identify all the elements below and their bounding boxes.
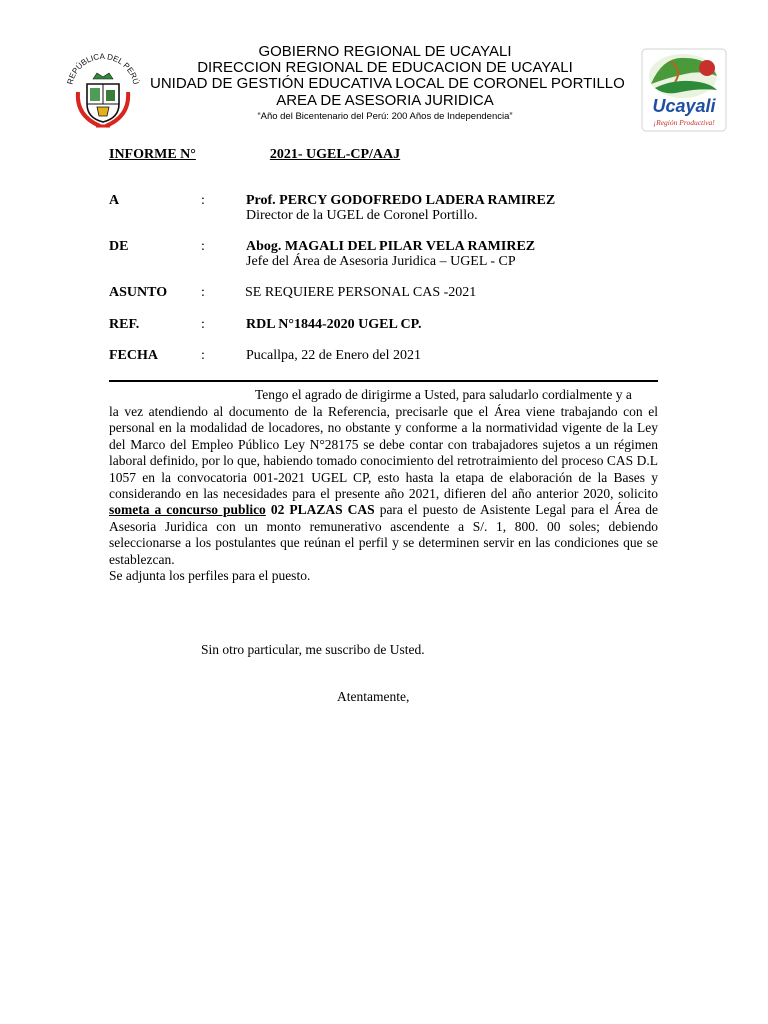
body-first-line: Tengo el agrado de dirigirme a Usted, para saludarlo cordialmente y a xyxy=(255,387,632,402)
header-motto: “Año del Bicentenario del Perú: 200 Años de Independencia” xyxy=(257,111,513,122)
field-a-name: Prof. PERCY GODOFREDO LADERA RAMIREZ xyxy=(246,193,556,208)
svg-text:REPÚBLICA DEL PERÚ: REPÚBLICA DEL PERÚ xyxy=(65,51,141,86)
body-emphasis-plazas: 02 PLAZAS CAS xyxy=(270,502,375,518)
field-asunto-colon: : xyxy=(201,285,205,300)
field-ref-value: RDL N°1844-2020 UGEL CP. xyxy=(246,317,422,332)
header-direccion: DIRECCION REGIONAL DE EDUCACION DE UCAYALI xyxy=(197,59,573,76)
header-area: AREA DE ASESORIA JURIDICA xyxy=(276,92,494,109)
body-emphasis-concurso: someta a concurso publico xyxy=(109,502,266,518)
field-asunto-label: ASUNTO xyxy=(109,285,168,300)
field-fecha-value: Pucallpa, 22 de Enero del 2021 xyxy=(246,348,421,363)
field-fecha-colon: : xyxy=(201,348,205,363)
header-divider xyxy=(109,380,658,382)
peru-coat-of-arms-logo xyxy=(60,46,146,132)
field-ref-label: REF. xyxy=(109,317,140,332)
svg-text:¡Región Productiva!: ¡Región Productiva! xyxy=(653,118,715,127)
field-de-role: Jefe del Área de Asesoria Juridica – UGEL - CP xyxy=(246,254,516,269)
body-paragraph xyxy=(109,404,658,584)
field-de-name: Abog. MAGALI DEL PILAR VELA RAMIREZ xyxy=(246,239,536,254)
field-de-colon: : xyxy=(201,239,205,254)
field-ref-colon: : xyxy=(201,317,205,332)
field-a-label: A xyxy=(109,193,120,208)
header-gobierno: GOBIERNO REGIONAL DE UCAYALI xyxy=(258,43,512,60)
informe-label: INFORME N° xyxy=(109,147,196,162)
informe-number: 2021- UGEL-CP/AAJ xyxy=(269,147,401,162)
header-ugel: UNIDAD DE GESTIÓN EDUCATIVA LOCAL DE CORONEL PORTILLO xyxy=(150,75,625,92)
body-text-part2: para el puesto de Asistente Legal para el Área de Asesoria Juridica con un monto remunerativo ascendente a S/. 1, 800. 00 soles; debiendo seleccionarse a los postulantes que reúnan el perfil y se determinen servir en las condiciones que se establezcan. xyxy=(109,502,659,567)
signoff: Atentamente, xyxy=(337,689,410,704)
ucayali-region-logo xyxy=(641,48,727,132)
field-de-label: DE xyxy=(109,239,129,254)
closing-line: Sin otro particular, me suscribo de Usted. xyxy=(201,642,425,657)
field-asunto-value: SE REQUIERE PERSONAL CAS -2021 xyxy=(245,285,477,300)
field-a-colon: : xyxy=(201,193,205,208)
informe-title xyxy=(109,147,400,163)
field-fecha-label: FECHA xyxy=(109,348,158,363)
body-attach-line: Se adjunta los perfiles para el puesto. xyxy=(109,568,311,584)
body-text-part1: la vez atendiendo al documento de la Referencia, precisarle que el Área viene trabajando con el personal en la modalidad de locadores, no obstante y conforme a la normatividad vigente de la Ley del Marco del Empleo Público Ley N°28175 se debe contar con trabajadores sujetos a un régimen laboral definido, por lo que, habiendo tomado conocimiento del retrotraimiento del proceso CAS D.L 1057 en la convocatoria 001-2021 UGEL CP, esto hasta la etapa de elaboración de la Bases y considerando en las necesidades para el presente año 2021, difieren del año anterior 2020, solicito xyxy=(109,404,658,502)
svg-text:Ucayali: Ucayali xyxy=(652,96,716,116)
field-a-role: Director de la UGEL de Coronel Portillo. xyxy=(246,208,478,223)
